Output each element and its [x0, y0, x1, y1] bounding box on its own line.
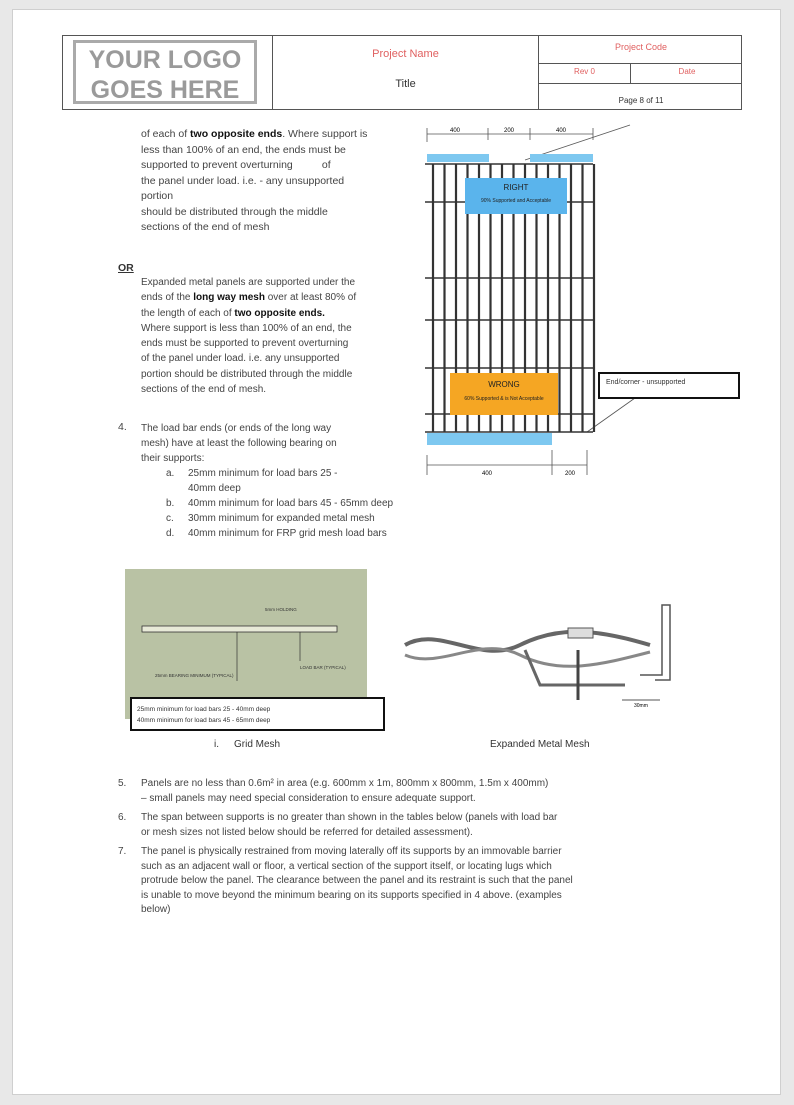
title: Title: [395, 78, 416, 90]
grid-mesh-caption: i. Grid Mesh: [214, 739, 281, 750]
item-line: or mesh sizes not listed below should be referred for detailed assessment).: [141, 826, 473, 838]
wrong-sublabel: 60% Supported & is Not Acceptable: [464, 396, 544, 402]
item-number: 7.: [118, 846, 127, 857]
dim-label: 400: [481, 471, 493, 477]
dim-label: 400: [555, 128, 567, 134]
callout-line: 25mm minimum for load bars 25 - 40mm deep: [137, 706, 271, 713]
dim-label: 200: [564, 471, 576, 477]
item-line: The panel is physically restrained from moving laterally off its supports by an immovable barrier: [141, 846, 562, 857]
header-table: [62, 35, 742, 110]
item-line: such as an adjacent wall or floor, a vertical section of the support itself, or locating lugs which: [141, 860, 552, 872]
grid-label: 25mm BEARING MINIMUM (TYPICAL): [155, 673, 234, 678]
item-4-sublist: a. 25mm minimum for load bars 25 - 40mm deep b. 40mm minimum for load bars 45 - 65mm deep c. 30mm minimum for expanded metal mesh d. 40mm minimum for FRP grid mesh load bars: [166, 468, 394, 539]
support-bottom: [427, 433, 552, 445]
item-line: – small panels may need special consideration to ensure adequate support.: [141, 792, 476, 804]
right-sublabel: 90% Supported and Acceptable: [480, 198, 552, 204]
expanded-metal-mesh-image: [400, 590, 680, 720]
project-code: Project Code: [614, 42, 668, 52]
right-label: RIGHT: [503, 183, 529, 192]
item-number: 6.: [118, 812, 127, 823]
wrong-label: WRONG: [488, 380, 520, 389]
date: Date: [678, 67, 696, 76]
dim-label: 200: [503, 128, 515, 134]
list-item: [118, 811, 718, 840]
numbered-items: [118, 777, 718, 923]
em-dim: 30mm: [634, 703, 648, 709]
support-top-right: [530, 154, 593, 162]
or-label: OR: [118, 262, 134, 274]
support-top-left: [427, 154, 489, 162]
item-line: Panels are no less than 0.6m² in area (e.g. 600mm x 1m, 800mm x 800mm, 1.5m x 400mm): [141, 778, 549, 789]
project-name: Project Name: [372, 48, 439, 60]
grid-label: LOAD BAR (TYPICAL): [300, 665, 346, 670]
item-line: below): [141, 904, 171, 915]
rev: Rev 0: [574, 67, 595, 76]
unsupported-callout: End/corner - unsupported: [598, 372, 740, 399]
dim-label: 400: [449, 128, 461, 134]
list-item: [118, 777, 718, 806]
item-number: 5.: [118, 778, 127, 789]
item-line: protrude below the panel. The clearance between the panel and its restraint is such that the panel: [141, 875, 573, 886]
page-number: Page 8 of 11: [618, 96, 664, 105]
grid-label: 5mm HOLDING: [265, 607, 297, 612]
item-number: 4.: [118, 421, 127, 433]
item-line: is unable to move beyond the minimum bearing on its supports specified in 4 above. (examples: [141, 889, 562, 901]
expanded-metal-caption: Expanded Metal Mesh: [490, 739, 590, 750]
grid-callout: [130, 697, 385, 731]
paragraph-1: of each of two opposite ends. Where support is less than 100% of an end, the ends must be supported to prevent overturning of the panel under load. i.e. - any unsupported portion should be distributed through the middle sections of the end of mesh: [141, 128, 368, 233]
dimension-lines: [427, 125, 635, 475]
logo: [73, 40, 257, 104]
paragraph-2: Expanded metal panels are supported under the ends of the long way mesh over at least 80% of the length of each of two opposite ends. Where support is less than 100% of an end, the ends must be supported to prevent overturning of the panel under load. i.e. any unsupported portion should be distributed through the middle sections of the end of mesh.: [141, 277, 357, 396]
mesh-support-diagram: [415, 120, 745, 480]
item-line: The span between supports is no greater than shown in the tables below (panels with load bar: [141, 812, 558, 823]
item-4: The load bar ends (or ends of the long way mesh) have at least the following bearing on their supports:: [141, 423, 337, 464]
callout-line: 40mm minimum for load bars 45 - 65mm deep: [137, 717, 271, 724]
logo-line: GOES HERE: [90, 76, 240, 104]
list-item: [118, 845, 718, 918]
logo-line: YOUR LOGO: [88, 46, 242, 74]
